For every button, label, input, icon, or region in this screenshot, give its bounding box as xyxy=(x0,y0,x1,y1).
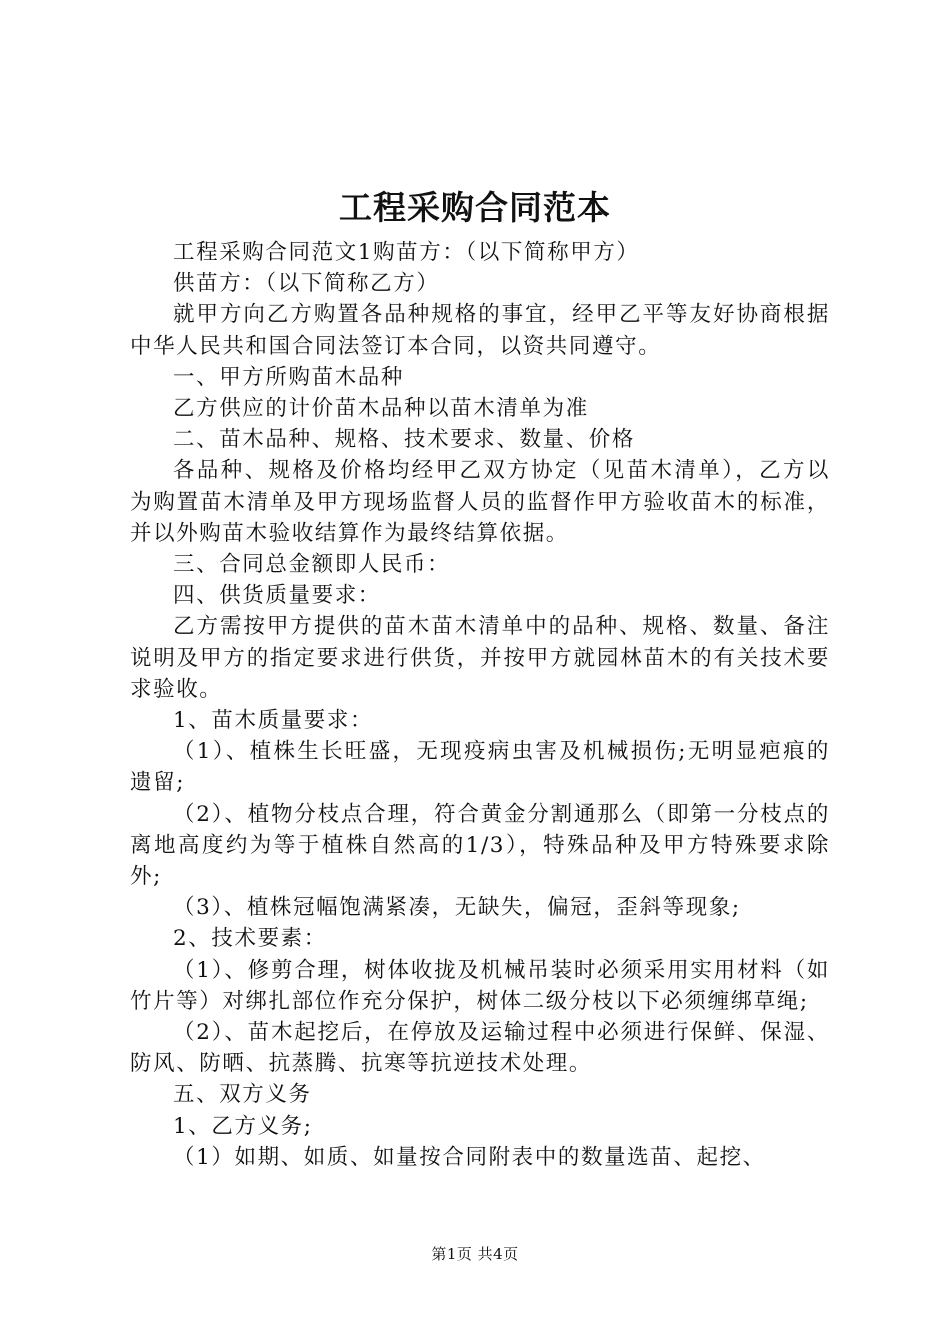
subsection-heading: 2、技术要素： xyxy=(173,926,327,952)
paragraph: 工程采购合同范文1购苗方：（以下简称甲方） xyxy=(173,240,640,265)
paragraph: 各品种、规格及价格均经甲乙双方协定（见苗木清单），乙方以为购置苗木清单及甲方现场监督人员的监督作甲方验收苗木的标准，并以外购苗木验收结算作为最终结算依据。 xyxy=(130,458,830,546)
section-heading: 四、供货质量要求： xyxy=(173,583,381,609)
section-heading: 一、甲方所购苗木品种 xyxy=(173,364,405,390)
subsection-heading: 1、乙方义务; xyxy=(173,1113,313,1139)
list-item: （1）、植株生长旺盛，无现疫病虫害及机械损伤;无明显疤痕的遗留; xyxy=(130,739,830,796)
page-title: 工程采购合同范本 xyxy=(339,188,611,227)
list-item: （1）如期、如质、如量按合同附表中的数量选苗、起挖、 xyxy=(173,1144,766,1170)
list-item: （3）、植株冠幅饱满紧凑，无缺失，偏冠，歪斜等现象; xyxy=(173,895,741,921)
section-heading: 五、双方义务 xyxy=(173,1082,312,1108)
subsection-heading: 1、苗木质量要求： xyxy=(173,708,374,734)
paragraph: 就甲方向乙方购置各品种规格的事宜，经甲乙平等友好协商根据中华人民共和国合同法签订本合同，以资共同遵守。 xyxy=(130,302,830,359)
list-item: （1）、修剪合理，树体收拢及机械吊装时必须采用实用材料（如竹片等）对绑扎部位作充分保护，树体二级分枝以下必须缠绑草绳; xyxy=(130,957,830,1014)
paragraph: 供苗方：（以下简称乙方） xyxy=(173,271,440,297)
page-number-footer: 第1页 共4页 xyxy=(431,1245,519,1263)
list-item: （2）、苗木起挖后，在停放及运输过程中必须进行保鲜、保湿、防风、防晒、抗蒸腾、抗寒等抗逆技术处理。 xyxy=(130,1020,830,1077)
document-body xyxy=(130,237,830,1173)
paragraph: 乙方需按甲方提供的苗木苗木清单中的品种、规格、数量、备注说明及甲方的指定要求进行供货，并按甲方就园林苗木的有关技术要求验收。 xyxy=(130,614,830,702)
section-heading: 二、苗木品种、规格、技术要求、数量、价格 xyxy=(173,427,636,453)
section-heading: 三、合同总金额即人民币： xyxy=(173,552,451,578)
paragraph: 乙方供应的计价苗木品种以苗木清单为准 xyxy=(173,396,589,422)
list-item: （2）、植物分枝点合理，符合黄金分割通那么（即第一分枝点的离地高度约为等于植株自然高的1/3），特殊品种及甲方特殊要求除外; xyxy=(130,801,830,890)
